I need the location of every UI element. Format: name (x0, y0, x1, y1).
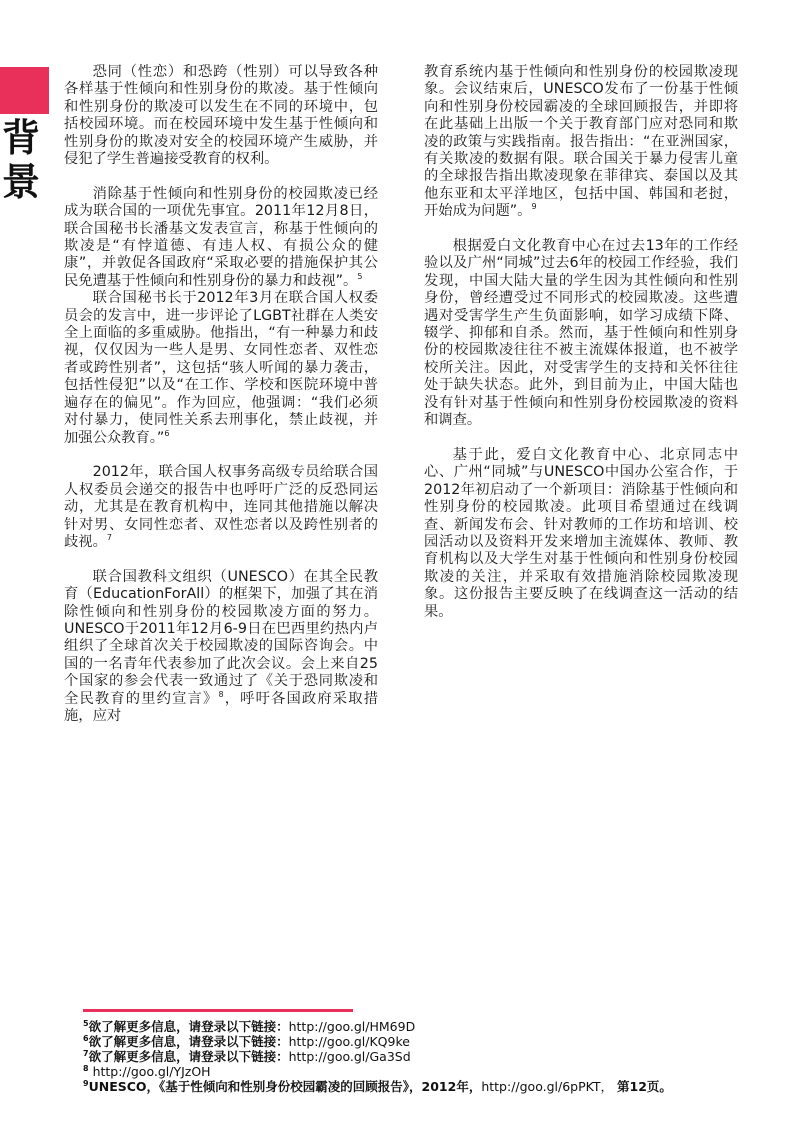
footnote-link[interactable]: http://goo.gl/YJzOH (92, 1064, 211, 1079)
footnote-ref: 8 (218, 689, 224, 699)
paragraph: 恐同（性恋）和恐跨（性别）可以导致各种各样基于性倾向和性别身份的欺凌。基于性倾向和性别身份的欺凌可以发生在不同的环境中，包括校园环境。而在校园环境中发生基于性倾向和性别身份的欺凌对安全的校园环境产生威胁，并侵犯了学生普遍接受教育的权利。 (64, 64, 378, 168)
footnote-link[interactable]: http://goo.gl/Ga3Sd (288, 1049, 411, 1064)
paragraph: 联合国教科文组织（UNESCO）在其全民教育（EducationForAll）的框架下，加强了其在消除性倾向和性别身份的校园欺凌方面的努力。UNESCO于2011年12月6-9日在巴西里约热内卢组织了全球首次关于校园欺凌的国际咨询会。中国的一名青年代表参加了此次会议。会上来自25个国家的参会代表一致通过了《关于恐同欺凌和全民教育的里约宣言》$^8$，呼吁各国政府采取措施，应对 (64, 568, 378, 724)
section-accent-block (0, 67, 49, 114)
section-title-char: 背 (2, 116, 41, 160)
right-column (424, 64, 738, 621)
footnote: $^6$欲了解更多信息，请登录以下链接：http://goo.gl/KQ9ke (83, 1033, 410, 1049)
footnote-ref: 5 (357, 272, 363, 282)
section-title-char: 景 (2, 160, 41, 204)
footnote: $^5$欲了解更多信息，请登录以下链接：http://goo.gl/HM69D (83, 1018, 416, 1034)
paragraph: 基于此，爱白文化教育中心、北京同志中心、广州“同城”与UNESCO中国办公室合作，于2012年初启动了一个新项目：消除基于性倾向和性别身份的校园欺凌。此项目希望通过在线调查、新闻发布会、针对教师的工作坊和培训、校园活动以及资料开发来增加主流媒体、教师、教育机构以及大学生对基于性倾向和性别身份校园欺凌的关注，并采取有效措施消除校园欺凌现象。这份报告主要反映了在线调查这一活动的结果。 (424, 446, 738, 620)
footnote-link[interactable]: http://goo.gl/6pPKT (481, 1079, 601, 1094)
footnote-divider (83, 1009, 353, 1012)
paragraph: 教育系统内基于性倾向和性别身份的校园欺凌现象。会议结束后，UNESCO发布了一份基于性倾向和性别身份校园霸凌的全球回顾报告，并即将在此基础上出版一个关于教育部门应对恐同和欺凌的政策与实践指南。报告指出：“在亚洲国家，有关欺凌的数据有限。联合国关于暴力侵害儿童的全球报告指出欺凌现象在菲律宾、泰国以及其他东亚和太平洋地区，包括中国、韩国和老挝，开始成为问题”。$^9$ (424, 64, 738, 220)
paragraph: 消除基于性倾向和性别身份的校园欺凌已经成为联合国的一项优先事宜。2011年12月8日，联合国秘书长潘基文发表宣言，称基于性倾向的欺凌是“有悖道德、有违人权、有损公众的健康”，并敦促各国政府“采取必要的措施保护其公民免遭基于性倾向和性别身份的暴力和歧视”。$^5$ (64, 185, 378, 289)
footnote: $^9$UNESCO，《基于性倾向和性别身份校园霸凌的回顾报告》，2012年，http://goo.gl/6pPKT， 第12页。 (83, 1078, 672, 1094)
footnote-ref: 9 (531, 202, 537, 212)
footnotes (83, 1019, 783, 1094)
footnote: $^7$欲了解更多信息，请登录以下链接：http://goo.gl/Ga3Sd (83, 1048, 411, 1064)
footnote: $^8$ http://goo.gl/YJzOH (83, 1063, 211, 1079)
section-title (2, 116, 62, 204)
footnote-link[interactable]: http://goo.gl/HM69D (288, 1019, 416, 1034)
paragraph: 联合国秘书长于2012年3月在联合国人权委员会的发言中，进一步评论了LGBT社群在人类安全上面临的多重威胁。他指出，“有一种暴力和歧视，仅仅因为一些人是男、女同性恋者、双性恋者或跨性别者”，这包括“骇人听闻的暴力袭击，包括性侵犯”以及“在工作、学校和医院环境中普遍存在的偏见”。作为回应，他强调：“我们必须对付暴力，使同性关系去刑事化，禁止歧视，并加强公众教育。”$^6$ (64, 290, 378, 446)
footnote-ref: 6 (164, 428, 170, 438)
footnote-link[interactable]: http://goo.gl/KQ9ke (288, 1034, 410, 1049)
paragraph: 根据爱白文化教育中心在过去13年的工作经验以及广州“同城”过去6年的校园工作经验，我们发现，中国大陆大量的学生因为其性倾向和性别身份，曾经遭受过不同形式的校园欺凌。这些遭遇对受害学生产生负面影响，如学习成绩下降、辍学、抑郁和自杀。然而，基于性倾向和性别身份的校园欺凌往往不被主流媒体报道，也不被学校所关注。因此，对受害学生的支持和关怀往往处于缺失状态。此外，到目前为止，中国大陆也没有针对基于性倾向和性别身份校园欺凌的资料和调查。 (424, 238, 738, 429)
paragraph: 2012年，联合国人权事务高级专员给联合国人权委员会递交的报告中也呼吁广泛的反恐同运动，尤其是在教育机构中，连同其他措施以解决针对男、女同性恋者、双性恋者以及跨性别者的歧视。$^7$ (64, 464, 378, 550)
footnote-ref: 7 (106, 533, 112, 543)
left-column (64, 64, 378, 725)
